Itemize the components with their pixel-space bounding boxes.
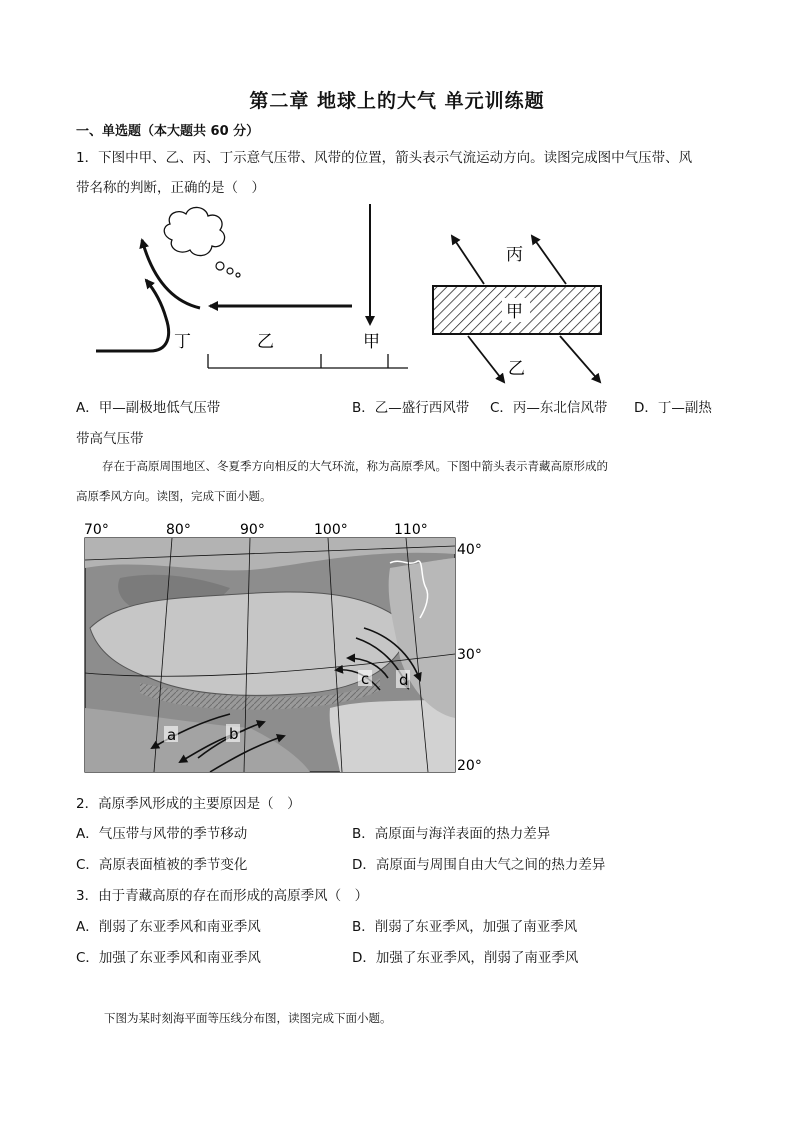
q2-option-d[interactable]: D．高原面与周围自由大气之间的热力差异 bbox=[352, 857, 606, 873]
lon-90: 90° bbox=[240, 522, 265, 538]
cloud-icon bbox=[164, 207, 224, 255]
q1-option-d[interactable]: D．丁—副热 bbox=[634, 400, 712, 416]
q1-option-c[interactable]: C．丙—东北信风带 bbox=[490, 400, 608, 416]
q2-option-b[interactable]: B．高原面与海洋表面的热力差异 bbox=[352, 826, 551, 842]
plateau-monsoon-map bbox=[80, 518, 500, 776]
q3-option-a[interactable]: A．削弱了东亚季风和南亚季风 bbox=[76, 919, 261, 935]
label-jia: 甲 bbox=[363, 332, 380, 352]
arrow-label-d: d bbox=[399, 671, 409, 689]
q2-option-c[interactable]: C．高原表面植被的季节变化 bbox=[76, 857, 248, 873]
page-title: 第二章 地球上的大气 单元训练题 bbox=[249, 90, 545, 112]
label-jia-right: 甲 bbox=[506, 302, 523, 322]
passage-line2: 高原季风方向。读图，完成下面小题。 bbox=[76, 489, 272, 503]
lon-80: 80° bbox=[166, 522, 191, 538]
lat-40: 40° bbox=[457, 542, 482, 558]
arrow-label-a: a bbox=[167, 726, 177, 744]
lon-70: 70° bbox=[84, 522, 109, 538]
label-yi: 乙 bbox=[257, 332, 274, 352]
section-heading: 一、单选题（本大题共 60 分） bbox=[76, 124, 260, 139]
q3-option-d[interactable]: D．加强了东亚季风，削弱了南亚季风 bbox=[352, 950, 579, 966]
lat-20: 20° bbox=[457, 758, 482, 774]
label-bing: 丙 bbox=[506, 245, 523, 265]
q1-stem-line2: 带名称的判断，正确的是（ ） bbox=[76, 180, 265, 196]
label-ding: 丁 bbox=[174, 332, 191, 352]
passage2: 下图为某时刻海平面等压线分布图，读图完成下面小题。 bbox=[104, 1011, 392, 1025]
q2-option-a[interactable]: A．气压带与风带的季节移动 bbox=[76, 826, 248, 842]
q3-option-b[interactable]: B．削弱了东亚季风，加强了南亚季风 bbox=[352, 919, 578, 935]
lon-110: 110° bbox=[394, 522, 428, 538]
q3-stem: 3．由于青藏高原的存在而形成的高原季风（ ） bbox=[76, 888, 369, 904]
q1-option-a[interactable]: A．甲—副极地低气压带 bbox=[76, 400, 221, 416]
passage-line1: 存在于高原周围地区、冬夏季方向相反的大气环流，称为高原季风。下图中箭头表示青藏高原形成的 bbox=[102, 459, 608, 473]
lon-100: 100° bbox=[314, 522, 348, 538]
q3-option-c[interactable]: C．加强了东亚季风和南亚季风 bbox=[76, 950, 261, 966]
rising-air-arrow bbox=[96, 280, 169, 351]
q1-stem-line1: 1．下图中甲、乙、丙、丁示意气压带、风带的位置，箭头表示气流运动方向。读图完成图中气压带、风 bbox=[76, 150, 693, 166]
q1-figure-pressure-belt bbox=[428, 226, 618, 388]
arrow-label-c: c bbox=[361, 670, 370, 688]
label-yi-right: 乙 bbox=[508, 359, 525, 379]
q2-stem: 2．高原季风形成的主要原因是（ ） bbox=[76, 796, 301, 812]
q1-option-b[interactable]: B．乙—盛行西风带 bbox=[352, 400, 470, 416]
q1-figure-wind-diagram bbox=[90, 196, 420, 386]
arrow-label-b: b bbox=[229, 725, 239, 743]
q1-option-d-cont: 带高气压带 bbox=[76, 431, 144, 447]
lat-30: 30° bbox=[457, 647, 482, 663]
